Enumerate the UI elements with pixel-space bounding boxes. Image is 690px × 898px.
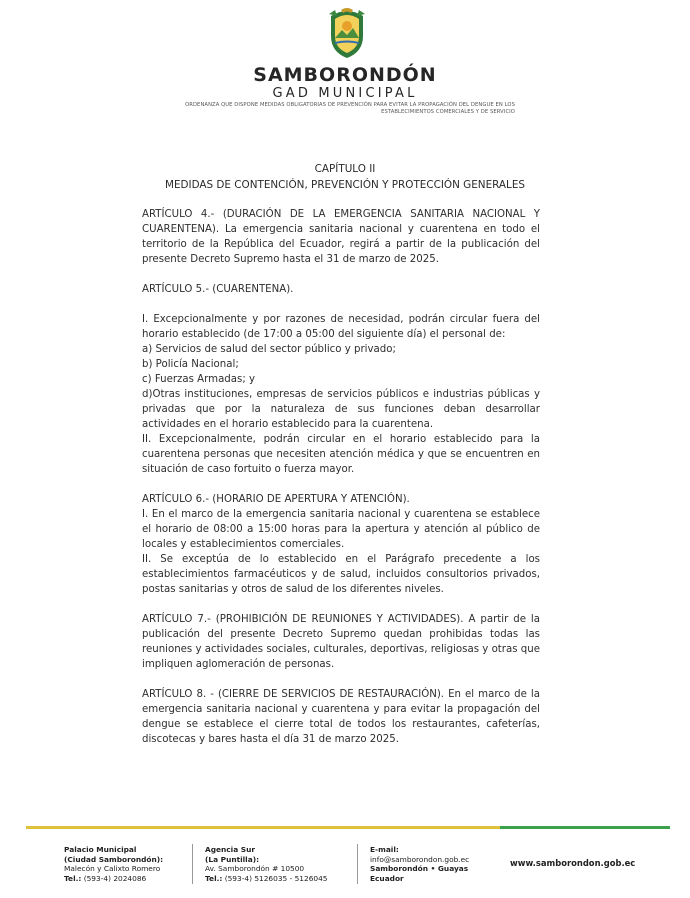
- footer-separator: [357, 844, 358, 884]
- footer-email-link[interactable]: info@samborondon.gob.ec: [370, 854, 470, 864]
- footer-separator: [192, 844, 193, 884]
- article-7: ARTÍCULO 7.- (PROHIBICIÓN DE REUNIONES Y ACTIVIDADES). A partir de la publicación del presente Decreto Supremo quedan prohibidas todas las reuniones y actividades sociales, culturales, deportivas, religiosas y otras que impliquen aglomeración de personas.: [142, 614, 540, 670]
- brand-subtitle: GAD MUNICIPAL: [272, 86, 418, 101]
- article-5-item-b: b) Policía Nacional;: [142, 359, 239, 370]
- brand-title: SAMBORONDÓN: [253, 64, 437, 86]
- article-5-item-d: d)Otras instituciones, empresas de servicios públicos e industrias públicas y privadas que por la naturaleza de sus funciones deban desarrollar actividades en el horario establecido para la cuarentena.: [142, 389, 540, 430]
- article-8: ARTÍCULO 8. - (CIERRE DE SERVICIOS DE RESTAURACIÓN). En el marco de la emergencia sanitaria nacional y cuarentena y para evitar la propagación del dengue se establece el cierre total de todos los restaurantes, cafeterías, discotecas y bares hasta el día 31 de marzo 2025.: [142, 689, 540, 745]
- footer-palacio-tel: (593-4) 2024086: [81, 873, 147, 883]
- document-body: [142, 207, 540, 747]
- footer-palacio-phone: [64, 874, 163, 884]
- footer-website-link[interactable]: www.samborondon.gob.ec: [510, 858, 636, 868]
- article-4: ARTÍCULO 4.- (DURACIÓN DE LA EMERGENCIA SANITARIA NACIONAL Y CUARENTENA). La emergencia sanitaria nacional y cuarentena en todo el territorio de la República del Ecuador, regirá a partir de la publicación del presente Decreto Supremo hasta el 31 de marzo de 2025.: [142, 209, 540, 265]
- footer-country: Ecuador: [370, 873, 404, 883]
- municipal-seal-icon: [325, 6, 369, 60]
- footer-palacio-title: Palacio Municipal: [64, 845, 137, 854]
- ordinance-line-1: ORDENANZA QUE DISPONE MEDIDAS OBLIGATORIAS DE PREVENCIÓN PARA EVITAR LA PROPAGACIÓN DEL DENGUE EN LOS: [185, 102, 515, 108]
- footer-contact: [370, 845, 469, 883]
- footer-palacio: [64, 845, 163, 883]
- article-5-paragraph-2: II. Excepcionalmente, podrán circular en el horario establecido para la cuarentena personas que necesiten atención médica y que se encuentren en situación de caso fortuito o fuerza mayor.: [142, 434, 540, 475]
- ordinance-line-2: ESTABLECIMIENTOS COMERCIALES Y DE SERVICIO: [381, 109, 515, 115]
- article-6-title: ARTÍCULO 6.- (HORARIO DE APERTURA Y ATENCIÓN).: [142, 494, 410, 505]
- footer-agencia: [205, 845, 328, 883]
- article-6-paragraph-2: II. Se exceptúa de lo establecido en el Parágrafo precedente a los establecimientos farmacéuticos y de salud, incluidos consultorios privados, postas sanitarias y otros de salud de los diferentes niveles.: [142, 554, 540, 595]
- footer-line-green: [500, 826, 670, 829]
- footer-agencia-address: Av. Samborondón # 10500: [205, 864, 305, 874]
- article-5-item-c: c) Fuerzas Armadas; y: [142, 374, 256, 385]
- footer-email-label: E-mail:: [370, 845, 399, 854]
- footer-agencia-phone: [205, 874, 328, 884]
- article-6-paragraph-1: I. En el marco de la emergencia sanitaria nacional y cuarentena se establece el horario de 08:00 a 15:00 horas para la apertura y atención al público de locales y establecimientos comerciales.: [142, 509, 540, 550]
- footer-palacio-subtitle: (Ciudad Samborondón):: [64, 854, 164, 864]
- footer-palacio-address: Malecón y Calixto Romero: [64, 864, 161, 874]
- footer-agencia-tel: (593-4) 5126035 - 5126045: [222, 873, 328, 883]
- ordinance-caption: [145, 102, 515, 116]
- footer-palacio-tel-label: Tel.:: [64, 873, 82, 883]
- article-5-title: ARTÍCULO 5.- (CUARENTENA).: [142, 284, 294, 295]
- footer-line-yellow: [26, 826, 500, 829]
- footer-agencia-subtitle: (La Puntilla):: [205, 854, 260, 864]
- footer-city: Samborondón • Guayas: [370, 864, 469, 874]
- chapter-number: CAPÍTULO II: [314, 163, 376, 175]
- footer-agencia-tel-label: Tel.:: [205, 873, 223, 883]
- chapter-title: MEDIDAS DE CONTENCIÓN, PREVENCIÓN Y PROTECCIÓN GENERALES: [165, 179, 525, 191]
- article-5-paragraph-1: I. Excepcionalmente y por razones de necesidad, podrán circular fuera del horario establecido (de 17:00 a 05:00 del siguiente día) el personal de:: [142, 314, 540, 340]
- article-5-item-a: a) Servicios de salud del sector público y privado;: [142, 344, 396, 355]
- footer-agencia-title: Agencia Sur: [205, 845, 255, 854]
